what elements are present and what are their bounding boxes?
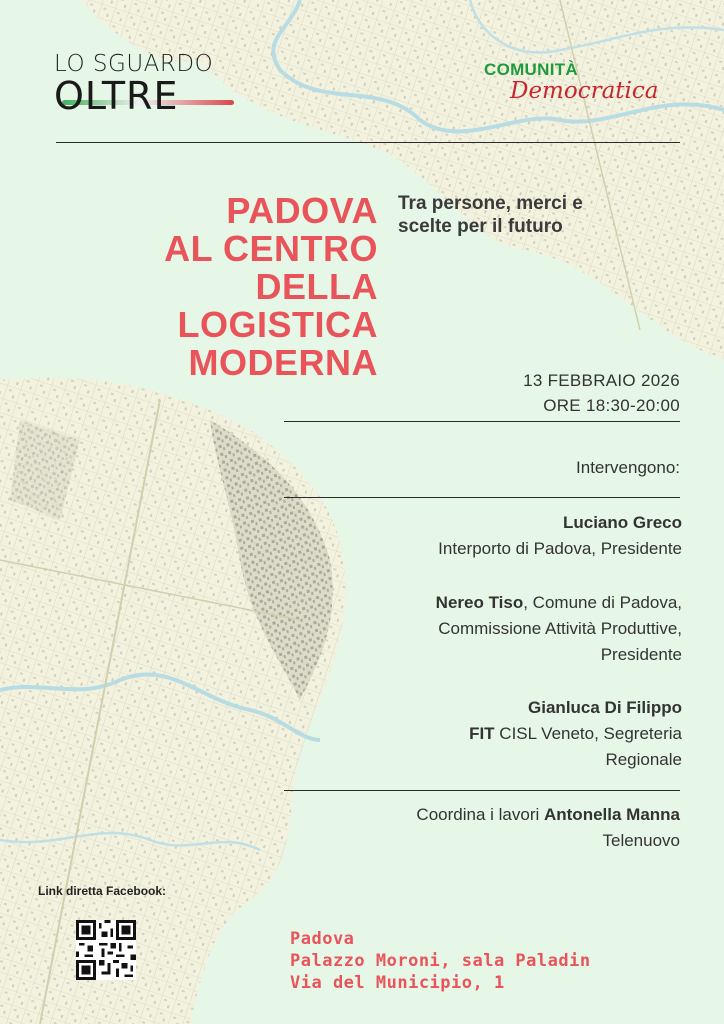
speaker-name: Nereo Tiso (435, 593, 524, 612)
event-venue (290, 928, 591, 994)
title-line: PADOVA (226, 190, 378, 231)
coordinator-prefix: Coordina i lavori (416, 805, 544, 824)
speaker-role: Regionale (605, 750, 682, 769)
speaker-2 (436, 590, 682, 668)
logo-left-word: OLTRE (54, 74, 179, 118)
title-line: AL CENTRO (164, 228, 378, 269)
speaker-name: Luciano Greco (562, 513, 682, 532)
subtitle-line: Tra persone, merci e (398, 193, 583, 214)
event-datetime (523, 368, 680, 418)
speaker-org: CISL Veneto, Segreteria (494, 724, 682, 743)
speaker-name: Gianluca Di Filippo (528, 698, 682, 717)
event-subtitle (398, 192, 698, 238)
comunita-democratica-logo (484, 60, 684, 116)
venue-city: Padova (290, 929, 355, 949)
qr-code[interactable] (76, 920, 136, 980)
logo-left-line2 (54, 76, 244, 116)
speaker-1 (438, 510, 682, 562)
venue-building: Palazzo Moroni, sala Paladin (290, 951, 591, 971)
header-divider (56, 142, 680, 143)
venue-address: Via del Municipio, 1 (290, 973, 505, 993)
subtitle-line: scelte per il futuro (398, 216, 563, 237)
lo-sguardo-oltre-logo (54, 52, 244, 122)
speaker-role: Interporto di Padova, Presidente (438, 539, 682, 558)
title-line: DELLA (255, 266, 378, 307)
logo-right-line2: Democratica (510, 78, 659, 104)
speaker-org: , Comune di Padova, (523, 593, 682, 612)
speaker-org-bold: FIT (469, 724, 495, 743)
event-date: 13 FEBBRAIO 2026 (523, 371, 680, 390)
event-time: ORE 18:30-20:00 (543, 396, 680, 415)
event-title (164, 192, 378, 382)
coordinator (416, 802, 680, 854)
coordinator-name: Antonella Manna (543, 805, 680, 824)
facebook-live-label: Link diretta Facebook: (38, 884, 167, 898)
title-line: MODERNA (188, 342, 378, 383)
speaker-role: Commissione Attività Produttive, (438, 619, 682, 638)
title-line: LOGISTICA (177, 304, 378, 345)
coordinator-divider (284, 790, 680, 791)
logo-right-line1: COMUNITÀ (484, 60, 578, 79)
speakers-intro: Intervengono: (576, 458, 680, 477)
intro-divider (284, 497, 680, 498)
speaker-3 (469, 695, 682, 773)
date-divider (284, 421, 680, 422)
coordinator-org: Telenuovo (602, 831, 680, 850)
logo-left-line1: LO SGUARDO (54, 51, 214, 77)
speaker-role: Presidente (600, 645, 682, 664)
